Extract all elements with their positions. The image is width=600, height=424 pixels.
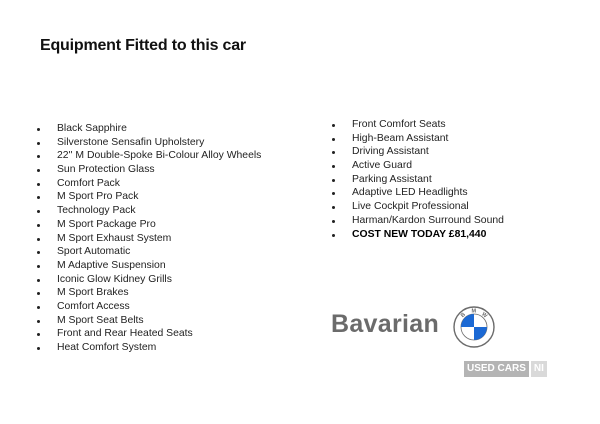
list-item: High-Beam Assistant xyxy=(332,132,552,146)
bullet-icon xyxy=(37,224,40,227)
region-label: NI xyxy=(531,361,547,377)
list-item: M Sport Pro Pack xyxy=(37,190,297,204)
list-item: Comfort Pack xyxy=(37,177,297,191)
list-item: Front and Rear Heated Seats xyxy=(37,327,297,341)
bullet-icon xyxy=(37,196,40,199)
bullet-icon xyxy=(332,124,335,127)
bullet-icon xyxy=(332,234,335,237)
list-item: Sport Automatic xyxy=(37,245,297,259)
list-item: Technology Pack xyxy=(37,204,297,218)
bullet-icon xyxy=(332,206,335,209)
list-item: Heat Comfort System xyxy=(37,341,297,355)
list-item: M Adaptive Suspension xyxy=(37,259,297,273)
bullet-icon xyxy=(37,155,40,158)
page-title: Equipment Fitted to this car xyxy=(40,37,246,54)
bmw-roundel-icon xyxy=(453,306,495,348)
bullet-icon xyxy=(37,333,40,336)
svg-text:M: M xyxy=(471,308,477,315)
equipment-list-left xyxy=(37,122,297,355)
list-item: M Sport Seat Belts xyxy=(37,314,297,328)
bullet-icon xyxy=(37,251,40,254)
list-item: M Sport Package Pro xyxy=(37,218,297,232)
bullet-icon xyxy=(37,142,40,145)
bullet-icon xyxy=(332,220,335,223)
bullet-icon xyxy=(37,320,40,323)
bullet-icon xyxy=(37,347,40,350)
dealer-name: Bavarian xyxy=(331,310,440,338)
equipment-list-right xyxy=(332,118,552,241)
bullet-icon xyxy=(332,151,335,154)
used-cars-badge xyxy=(464,361,547,377)
bullet-icon xyxy=(332,165,335,168)
list-item: Comfort Access xyxy=(37,300,297,314)
list-item: 22'' M Double-Spoke Bi-Colour Alloy Wheels xyxy=(37,149,297,163)
bullet-icon xyxy=(37,279,40,282)
bullet-icon xyxy=(332,138,335,141)
svg-text:W: W xyxy=(480,311,489,320)
bullet-icon xyxy=(37,292,40,295)
bullet-icon xyxy=(37,183,40,186)
list-item: Harman/Kardon Surround Sound xyxy=(332,214,552,228)
list-item: Silverstone Sensafin Upholstery xyxy=(37,136,297,150)
list-item: Driving Assistant xyxy=(332,145,552,159)
bullet-icon xyxy=(332,192,335,195)
bullet-icon xyxy=(37,265,40,268)
cost-new-today: COST NEW TODAY £81,440 xyxy=(332,228,552,242)
list-item: M Sport Brakes xyxy=(37,286,297,300)
list-item: Parking Assistant xyxy=(332,173,552,187)
list-item: M Sport Exhaust System xyxy=(37,232,297,246)
bullet-icon xyxy=(37,238,40,241)
list-item: Active Guard xyxy=(332,159,552,173)
used-cars-label: USED CARS xyxy=(464,361,529,377)
list-item: Sun Protection Glass xyxy=(37,163,297,177)
list-item: Iconic Glow Kidney Grills xyxy=(37,273,297,287)
list-item: Live Cockpit Professional xyxy=(332,200,552,214)
bullet-icon xyxy=(332,179,335,182)
list-item: Adaptive LED Headlights xyxy=(332,186,552,200)
list-item: Black Sapphire xyxy=(37,122,297,136)
svg-text:B: B xyxy=(459,311,467,320)
bullet-icon xyxy=(37,306,40,309)
list-item: Front Comfort Seats xyxy=(332,118,552,132)
bullet-icon xyxy=(37,169,40,172)
bullet-icon xyxy=(37,210,40,213)
bullet-icon xyxy=(37,128,40,131)
